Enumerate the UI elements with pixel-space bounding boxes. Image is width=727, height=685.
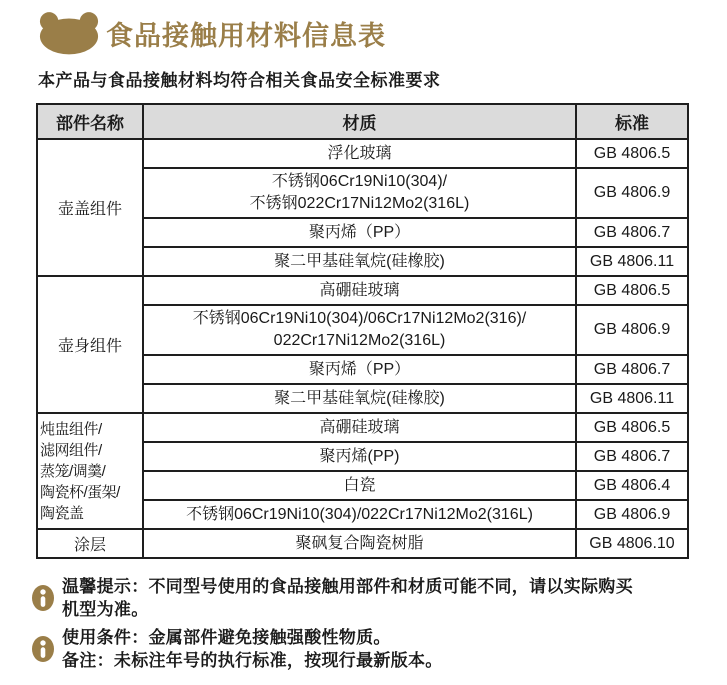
material-cell: 白瓷 bbox=[143, 471, 576, 500]
material-cell: 不锈钢06Cr19Ni10(304)/022Cr17Ni12Mo2(316L) bbox=[143, 500, 576, 529]
standard-cell: GB 4806.7 bbox=[576, 442, 688, 471]
page-title: 食品接触用材料信息表 bbox=[106, 20, 386, 51]
material-cell: 聚丙烯（PP） bbox=[143, 355, 576, 384]
materials-table bbox=[36, 103, 689, 559]
material-cell: 聚丙烯（PP） bbox=[143, 218, 576, 247]
info-icon bbox=[32, 636, 54, 662]
standard-cell: GB 4806.7 bbox=[576, 355, 688, 384]
table-row bbox=[37, 529, 688, 558]
column-header-part: 部件名称 bbox=[37, 104, 143, 139]
standard-cell: GB 4806.10 bbox=[576, 529, 688, 558]
standard-cell: GB 4806.9 bbox=[576, 500, 688, 529]
standard-cell: GB 4806.7 bbox=[576, 218, 688, 247]
part-name-cell: 壶盖组件 bbox=[37, 139, 143, 276]
standard-cell: GB 4806.9 bbox=[576, 305, 688, 355]
compliance-statement: 本产品与食品接触材料均符合相关食品安全标准要求 bbox=[38, 71, 441, 90]
material-cell: 高硼硅玻璃 bbox=[143, 413, 576, 442]
standard-cell: GB 4806.11 bbox=[576, 384, 688, 413]
table-row bbox=[37, 413, 688, 442]
note-text: 温馨提示：不同型号使用的食品接触用部件和材质可能不同，请以实际购买 机型为准。 bbox=[62, 577, 633, 619]
column-header-standard: 标准 bbox=[576, 104, 688, 139]
standard-cell: GB 4806.11 bbox=[576, 247, 688, 276]
material-cell: 不锈钢06Cr19Ni10(304)/ 不锈钢022Cr17Ni12Mo2(316L) bbox=[143, 168, 576, 218]
column-header-material: 材质 bbox=[143, 104, 576, 139]
note-row bbox=[32, 626, 691, 672]
standard-cell: GB 4806.5 bbox=[576, 276, 688, 305]
page-header bbox=[38, 8, 691, 58]
note-row bbox=[32, 575, 691, 621]
standard-cell: GB 4806.4 bbox=[576, 471, 688, 500]
material-cell: 不锈钢06Cr19Ni10(304)/06Cr17Ni12Mo2(316)/ 022Cr17Ni12Mo2(316L) bbox=[143, 305, 576, 355]
footer-notes bbox=[32, 575, 691, 672]
table-row bbox=[37, 139, 688, 168]
part-name-cell: 壶身组件 bbox=[37, 276, 143, 413]
note-text: 使用条件：金属部件避免接触强酸性物质。 备注：未标注年号的执行标准，按现行最新版本。 bbox=[62, 628, 443, 670]
material-cell: 聚二甲基硅氧烷(硅橡胶) bbox=[143, 384, 576, 413]
table-header-row bbox=[37, 104, 688, 139]
standard-cell: GB 4806.5 bbox=[576, 139, 688, 168]
material-cell: 聚砜复合陶瓷树脂 bbox=[143, 529, 576, 558]
standard-cell: GB 4806.9 bbox=[576, 168, 688, 218]
bear-logo-icon bbox=[38, 11, 100, 55]
info-icon bbox=[32, 585, 54, 611]
part-name-cell: 炖盅组件/ 滤网组件/ 蒸笼/调羹/ 陶瓷杯/蛋架/ 陶瓷盖 bbox=[37, 413, 143, 529]
material-cell: 高硼硅玻璃 bbox=[143, 276, 576, 305]
material-cell: 浮化玻璃 bbox=[143, 139, 576, 168]
material-cell: 聚二甲基硅氧烷(硅橡胶) bbox=[143, 247, 576, 276]
table-row bbox=[37, 276, 688, 305]
material-cell: 聚丙烯(PP) bbox=[143, 442, 576, 471]
standard-cell: GB 4806.5 bbox=[576, 413, 688, 442]
part-name-cell: 涂层 bbox=[37, 529, 143, 558]
